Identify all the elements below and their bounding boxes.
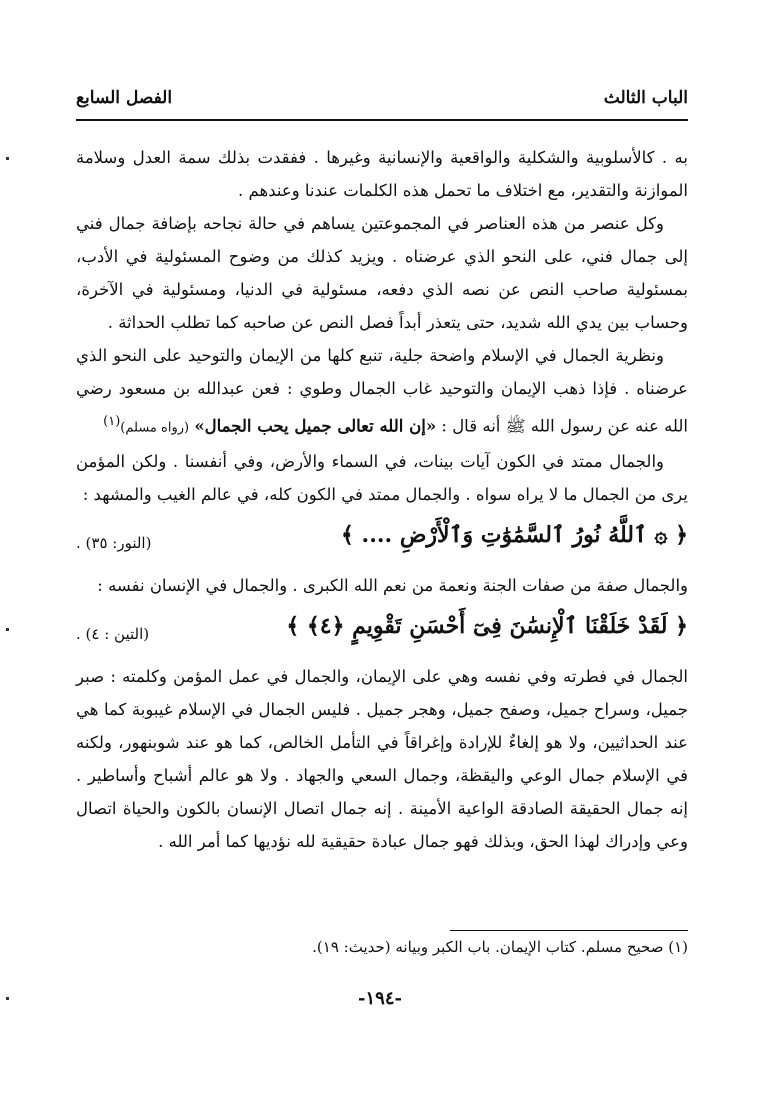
scan-mark <box>6 997 9 1000</box>
verse-reference-2: (التين : ٤) . <box>76 624 150 643</box>
hadith-text: «إن الله تعالى جميل يحب الجمال» <box>194 416 437 436</box>
section-title: الفصل السابع <box>76 88 173 108</box>
verse-block-1 <box>76 513 688 567</box>
footnote-marker: (١) <box>103 414 121 429</box>
paragraph-6: الجمال في فطرته وفي نفسه وهي على الإيمان، والجمال في عمل المؤمن وكلمته : صبر جميل، وسراح جميل، وصفح جميل، وهجر جميل . فليس الجمال في الإسلام غيبوبة كما هي عند الحداثيين، ولا هو إلغاءٌ للإرادة وإغراقاً في التأمل الخالص، كما هو عند شوبنهور، ولكنه في الإسلام جمال الوعي واليقظة، وجمال السعي والجهاد . ولا هو عالم أشباح وأساطير . إنه جمال الحقيقة الصادقة الواعية الأمينة . إنه جمال اتصال الإنسان بالكون والحياة اتصال وعي وإدراك لهذا الحق، وبذلك فهو جمال عبادة حقيقية لله نؤديها كما أمر الله . <box>76 666 688 851</box>
scan-mark <box>6 157 9 160</box>
footnote-divider <box>450 930 688 931</box>
paragraph-4: والجمال ممتد في الكون آيات بينات، في السماء والأرض، وفي أنفسنا . ولكن المؤمن يرى من الجمال ما لا يراه سواه . والجمال ممتد في الكون كله، في عالم الغيب والمشهد : <box>76 451 688 504</box>
main-text <box>76 141 688 858</box>
paragraph-5: والجمال صفة من صفات الجنة ونعمة من نعم الله الكبرى . والجمال في الإنسان نفسه : <box>97 575 688 595</box>
footnote: (١) صحيح مسلم. كتاب الإيمان. باب الكبر وبيانه (حديث: ١٩). <box>312 938 688 956</box>
scan-mark <box>6 628 9 631</box>
verse-reference-1: (النور: ٣٥) . <box>76 533 152 552</box>
page-number: -١٩٤- <box>358 988 402 1009</box>
quran-verse-2: ﴿ لَقَدْ خَلَقْنَا ٱلْإِنسَٰنَ فِىٓ أَحْسَنِ تَقْوِيمٍ ﴿٤﴾ ﴾ <box>286 612 688 639</box>
running-header <box>76 88 688 118</box>
header-divider <box>76 119 688 121</box>
hadith-source: (رواه مسلم) <box>120 420 190 436</box>
quran-verse-1: ﴿ ۞ ٱللَّهُ نُورُ ٱلسَّمَٰوَٰتِ وَٱلْأَرْضِ .... ﴾ <box>340 521 688 548</box>
paragraph-3-text: ونظرية الجمال في الإسلام واضحة جلية، تنبع كلها من الإيمان والتوحيد على النحو الذي عرضناه . فإذا ذهب الإيمان والتوحيد غاب الجمال وطوي : فعن عبدالله بن مسعود رضي الله عنه عن رسول الله ﷺ أنه قال : <box>76 346 688 436</box>
paragraph-2: وكل عنصر من هذه العناصر في المجموعتين يساهم في حالة نجاحه بإضافة جمال فني إلى جمال فني، على النحو الذي عرضناه . ويزيد كذلك من وضوح المسئولية في الأدب، بمسئولية صاحب النص عن نصه الذي دفعه، مسئولية في الدنيا، ومسئولية في الآخرة، وحساب بين يدي الله شديد، حتى يتعذر أبداً فصل النص عن صاحبه كما تطلب الحداثة . <box>76 214 688 332</box>
verse-block-2 <box>76 604 688 658</box>
paragraph-1: به . كالأسلوبية والشكلية والواقعية والإنسانية وغيرها . ففقدت بذلك سمة العدل وسلامة الموازنة والتقدير، مع اختلاف ما تحمل هذه الكلمات عندنا وعندهم . <box>76 148 688 200</box>
chapter-title: الباب الثالث <box>603 88 688 108</box>
paragraph-3 <box>76 339 688 445</box>
